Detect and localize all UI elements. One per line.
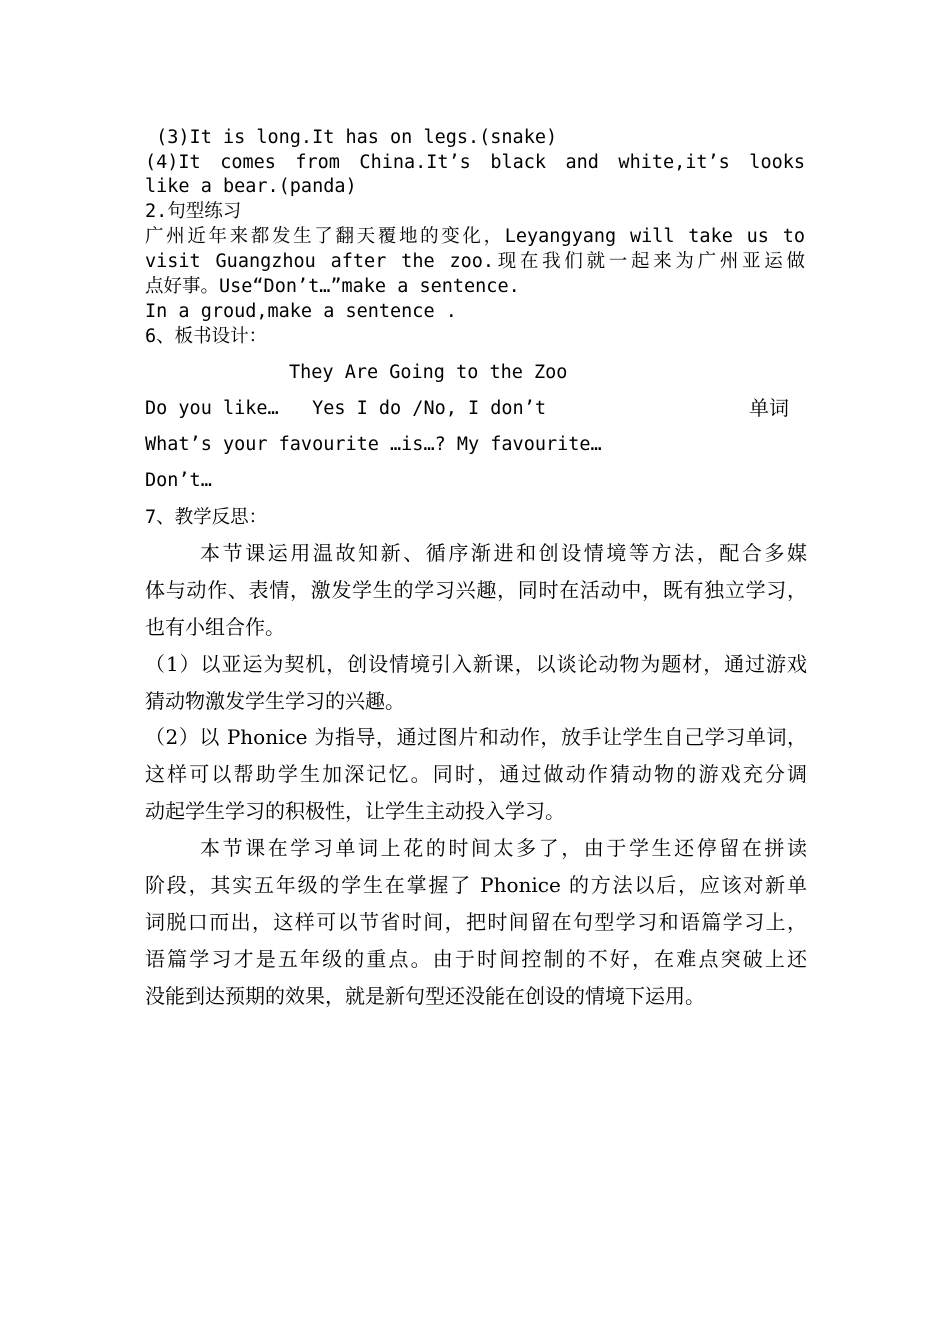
board-title: They Are Going to the Zoo <box>289 362 568 383</box>
section-2-line-2: visit Guangzhou after the zoo.现在我们就一起来为广州亚运做 <box>145 251 805 272</box>
guess-item-3: (3)It is long.It has on legs.(snake) <box>145 127 558 148</box>
reflection-item-2-line-1: （2）以 Phonice 为指导，通过图片和动作，放手让学生自己学习单词， <box>145 725 807 749</box>
reflection-item-2-line-3: 动起学生学习的积极性，让学生主动投入学习。 <box>145 799 565 823</box>
section-2-heading: 2.句型练习 <box>145 201 242 222</box>
reflection-para-1-line-3: 也有小组合作。 <box>145 615 285 639</box>
guess-item-4-line-1: (4)It comes from China.It’s black and white,it’s looks <box>145 152 805 173</box>
guess-item-4-line-2: like a bear.(panda) <box>145 176 357 197</box>
section-2-line-3: 点好事。Use“Don’t…”make a sentence. <box>145 276 520 297</box>
reflection-item-1-line-2: 猜动物激发学生学习的兴趣。 <box>145 689 405 713</box>
board-vocabulary-label: 单词 <box>749 396 789 420</box>
board-line-3: Don’t… <box>145 470 212 491</box>
board-line-1: Do you like… Yes I do /No, I don’t <box>145 398 546 419</box>
section-2-line-1: 广州近年来都发生了翻天覆地的变化，Leyangyang will take us to <box>145 226 805 247</box>
section-7-heading: 7、教学反思： <box>145 507 268 528</box>
reflection-para-1-line-2: 体与动作、表情，激发学生的学习兴趣，同时在活动中，既有独立学习， <box>145 578 807 602</box>
reflection-para-2-line-4: 语篇学习才是五年级的重点。由于时间控制的不好，在难点突破上还 <box>145 947 807 971</box>
reflection-para-2-line-1: 本节课在学习单词上花的时间太多了，由于学生还停留在拼读 <box>200 836 807 860</box>
reflection-para-1-line-1: 本节课运用温故知新、循序渐进和创设情境等方法，配合多媒 <box>200 541 807 565</box>
reflection-item-1-line-1: （1）以亚运为契机，创设情境引入新课，以谈论动物为题材，通过游戏 <box>145 652 807 676</box>
board-line-2: What’s your favourite …is…? My favourite… <box>145 434 602 455</box>
section-6-heading: 6、板书设计： <box>145 326 268 347</box>
section-2-line-4: In a groud,make a sentence . <box>145 301 457 322</box>
reflection-para-2-line-5: 没能到达预期的效果，就是新句型还没能在创设的情境下运用。 <box>145 984 705 1008</box>
reflection-item-2-line-2: 这样可以帮助学生加深记忆。同时，通过做动作猜动物的游戏充分调 <box>145 762 807 786</box>
reflection-para-2-line-3: 词脱口而出，这样可以节省时间，把时间留在句型学习和语篇学习上， <box>145 910 807 934</box>
reflection-para-2-line-2: 阶段，其实五年级的学生在掌握了 Phonice 的方法以后，应该对新单 <box>145 873 807 897</box>
